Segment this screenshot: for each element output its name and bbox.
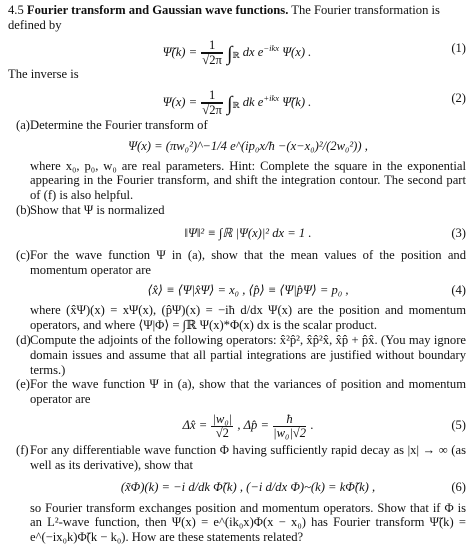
item-b-equation: ‖Ψ‖² ≡ ∫ℝ |Ψ(x)|² dx = 1 . (3) [184,225,466,240]
item-f-equation: (x̃Φ)(k) = −i d/dk Φ̃(k) , (−i d/dx Φ)~(k) = kΦ̃(k) , (6) [120,479,466,494]
equation-2: Ψ(x) = $\frac{1}{√2\pi}$ $\int_ℝ$ dk $e^{+ikx}$ Ψ̃(k) . (2) [8,82,466,114]
item-c-equation: ⟨x̂⟩ ≡ ⟨Ψ|x̂Ψ⟩ = x₀ , ⟨p̂⟩ ≡ ⟨Ψ|p̂Ψ⟩ = p₀ , (4) [147,283,466,298]
integral-sign: ∫ [227,43,233,65]
exercise-title: Fourier transform and Gaussian wave functions. [26,3,289,17]
item-c-after: where (x̂Ψ)(x) = xΨ(x), (p̂Ψ)(x) = −iħ d/dx Ψ(x) are the position and momentum operators, and where ⟨Ψ|Φ⟩ = ∫ℝ Ψ(x)*Φ(x) dx is the scalar product. [30,303,466,333]
exercise-header [8,3,466,33]
item-e-equation: Δx̂ = $\frac{\text{|w₀|}}{√2}$ , Δp̂ = $\frac{ħ}{\text{|w₀|√2}}$ . (5) [182,411,466,440]
item-b: (b) Show that Ψ is normalized [16,202,165,217]
item-a-after: where x₀, p₀, w₀ are real parameters. Hint: Complete the square in the exponential appearing in the Fourier transform, and shift the integration contour. The second part of (f) is also helpful. [30,158,466,203]
item-a-equation: Ψ(x) = (πw₀²)^−1/4 e^(ip₀x/ħ −(x−x₀)²/(2w₀²)) , [128,138,368,153]
item-f-after: so Fourier transform exchanges position and momentum operators. Show that if Φ is an L²-wave function, then Ψ(x) = e^(ik₀x)Φ(x − x₀) has Fourier transform Ψ̃(k) = e^(−ix₀k)Φ̃(k − k₀). How are these statements related? [30,500,466,545]
exercise-intro: The Fourier transformation is defined by [8,3,440,32]
equation-1: Ψ̃(k) = $\frac{1}{√2\pi}$ $\int_ℝ$ dx $e^{-ikx}$ Ψ(x) . (1) [8,33,466,63]
equation-number: (2) [451,90,466,105]
equation-number: (1) [451,41,466,55]
item-f: (f) For any differentiable wave function Φ having sufficiently rapid decay as |x| → ∞ (as well as its derivative), show that [16,442,466,472]
exercise-number: 4.5 [8,3,24,17]
item-c: (c) For the wave function Ψ in (a), show that the mean values of the position and momentum operator are [16,247,466,277]
item-a: (a) Determine the Fourier transform of [16,117,208,132]
inverse-text: The inverse is [8,67,79,81]
item-d: (d) Compute the adjoints of the following operators: x̂²p̂², x̂p̂²x̂, x̂p̂ + p̂x̂. (You may ignore domain issues and assume that all partial integrations are justified without boundary terms.) [16,332,466,377]
item-e: (e) For the wave function Ψ in (a), show that the variances of position and momentum operator are [16,377,466,407]
